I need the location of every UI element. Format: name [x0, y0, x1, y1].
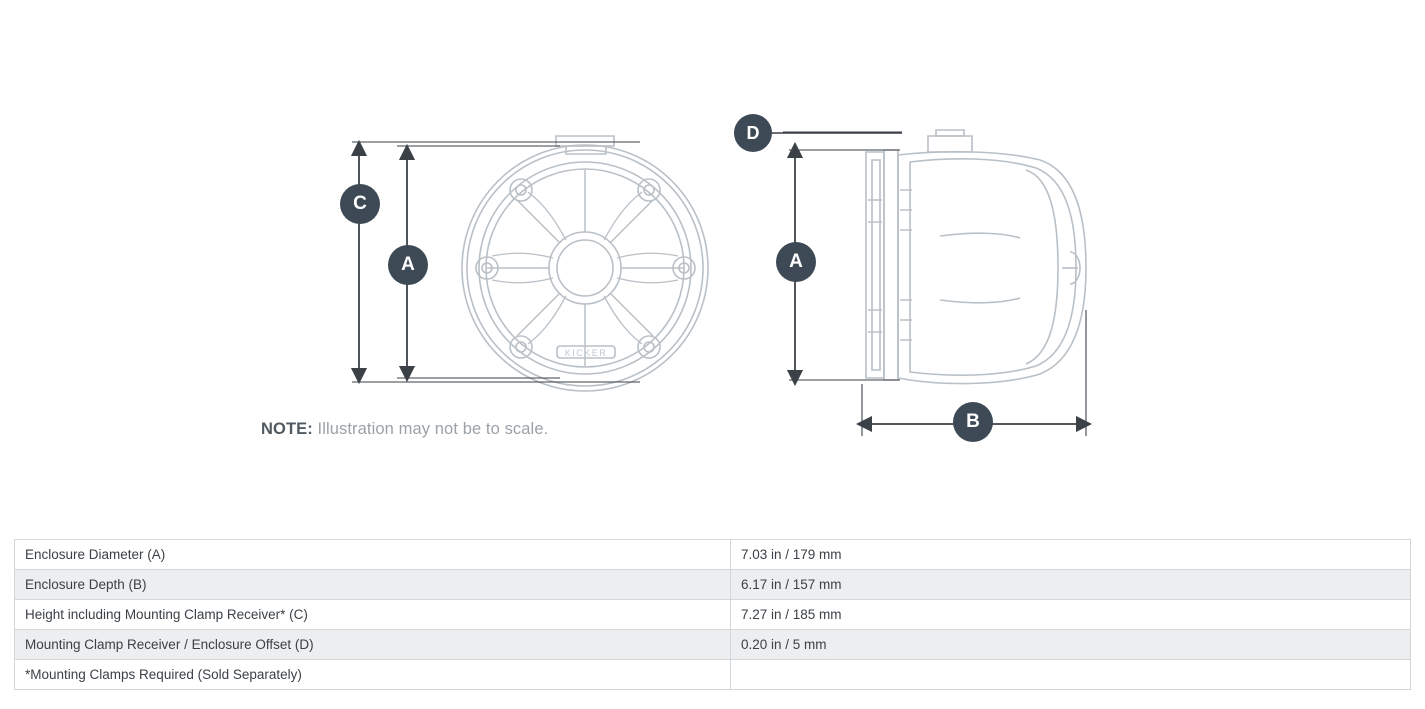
speaker-logo-text: KICKER [564, 348, 608, 358]
callout-badge-d: D [734, 114, 772, 152]
side-view-speaker [866, 130, 1086, 384]
callout-badge-a-front: A [388, 245, 428, 285]
table-row [15, 630, 1411, 660]
spec-label: Mounting Clamp Receiver / Enclosure Offset (D) [15, 630, 731, 660]
table-row [15, 540, 1411, 570]
callout-badge-a-side: A [776, 242, 816, 282]
spec-value: 7.03 in / 179 mm [731, 540, 1411, 570]
scale-note [261, 420, 548, 439]
spec-label: Enclosure Diameter (A) [15, 540, 731, 570]
scale-note-prefix: NOTE: [261, 420, 313, 438]
scale-note-text: Illustration may not be to scale. [312, 420, 549, 438]
spec-footnote: *Mounting Clamps Required (Sold Separately) [15, 660, 731, 690]
table-row-footnote [15, 660, 1411, 690]
specifications-table [14, 539, 1411, 690]
spec-value: 7.27 in / 185 mm [731, 600, 1411, 630]
spec-label: Enclosure Depth (B) [15, 570, 731, 600]
table-row [15, 570, 1411, 600]
side-view-extension-lines [783, 132, 1086, 436]
spec-value: 6.17 in / 157 mm [731, 570, 1411, 600]
callout-badge-b: B [953, 402, 993, 442]
spec-footnote-empty [731, 660, 1411, 690]
callout-badge-c: C [340, 184, 380, 224]
spec-value: 0.20 in / 5 mm [731, 630, 1411, 660]
spec-label: Height including Mounting Clamp Receiver* (C) [15, 600, 731, 630]
table-row [15, 600, 1411, 630]
